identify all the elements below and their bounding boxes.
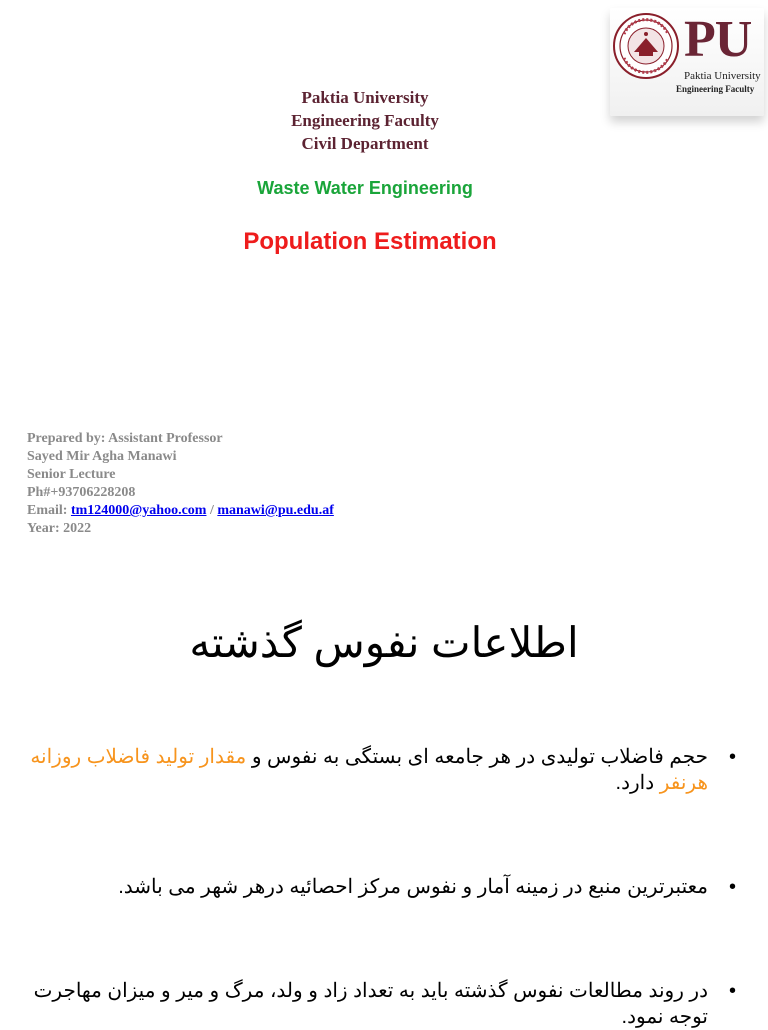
bullet-item bbox=[30, 744, 742, 796]
author-name: Sayed Mir Agha Manawi bbox=[27, 449, 177, 464]
bullet-item bbox=[30, 978, 742, 1030]
logo-university-name: Paktia University bbox=[684, 70, 761, 82]
bullet2-text: معتبرترین منبع در زمینه آمار و نفوس مرکز احصائیه درهر شهر می باشد. bbox=[118, 876, 708, 898]
course-subject: Waste Water Engineering bbox=[257, 178, 473, 198]
pu-logo-mark: PU bbox=[684, 11, 752, 68]
bullet1-highlight: مقدار تولید فاضلاب روزانه هرنفر bbox=[30, 746, 708, 794]
email-label: Email: bbox=[27, 503, 71, 518]
author-info bbox=[27, 430, 427, 538]
author-title: Senior Lecture bbox=[27, 467, 116, 482]
bullet-item bbox=[30, 874, 742, 900]
prepared-by: Prepared by: Assistant Professor bbox=[27, 431, 223, 446]
heading-faculty: Engineering Faculty bbox=[291, 111, 439, 130]
email-link-pu[interactable]: manawi@pu.edu.af bbox=[217, 503, 334, 518]
university-logo bbox=[610, 8, 764, 116]
lecture-year: Year: 2022 bbox=[27, 521, 92, 536]
heading-department: Civil Department bbox=[301, 134, 429, 153]
bullet3-text: در روند مطالعات نفوس گذشته باید به تعداد زاد و ولد، مرگ و میر و میزان مهاجرت توجه نمود. bbox=[33, 980, 708, 1028]
bullet1-text: حجم فاضلاب تولیدی در هر جامعه ای بستگی به نفوس و bbox=[246, 746, 708, 768]
university-seal-icon bbox=[612, 12, 680, 80]
email-link-yahoo[interactable]: tm124000@yahoo.com bbox=[70, 503, 207, 518]
lecture-topic: Population Estimation bbox=[243, 228, 497, 255]
author-email-line bbox=[27, 502, 427, 520]
email-separator: / bbox=[206, 503, 218, 518]
heading-university: Paktia University bbox=[301, 88, 429, 107]
slide-title: اطلاعات نفوس گذشته bbox=[189, 619, 579, 666]
bullet1-text-end: دارد. bbox=[615, 772, 660, 794]
logo-faculty-name: Engineering Faculty bbox=[676, 84, 755, 94]
author-phone: Ph#+93706228208 bbox=[27, 485, 136, 500]
content-slide bbox=[0, 576, 768, 1028]
institution-heading bbox=[240, 86, 490, 155]
bullet-list bbox=[30, 744, 742, 1030]
